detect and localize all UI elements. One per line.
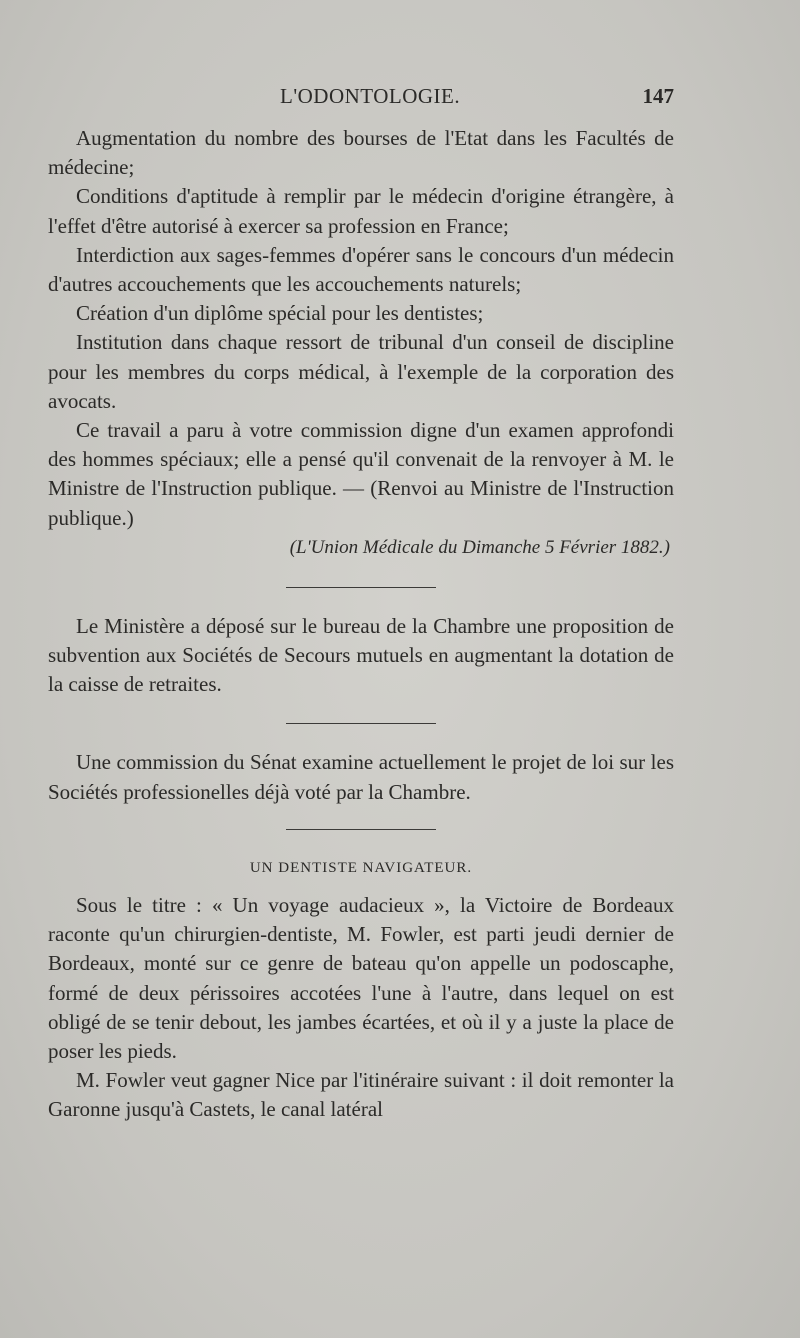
paragraph-interdiction: Interdiction aux sages-femmes d'opérer sans le concours d'un médecin d'autres accouchements que les accouchements naturels; — [48, 242, 674, 297]
paragraph-bourses: Augmentation du nombre des bourses de l'Etat dans les Facultés de médecine; — [48, 126, 674, 180]
page-body — [48, 124, 674, 1125]
citation: (L'Union Médicale du Dimanche 5 Février 1882.) — [289, 536, 670, 558]
running-title: L'ODONTOLOGIE. — [280, 84, 461, 108]
paragraph-navigateur-2: M. Fowler veut gagner Nice par l'itinéraire suivant : il doit remonter la Garonne jusqu'à Castets, le canal latéral — [48, 1068, 674, 1122]
paragraph-travail: Ce travail a paru à votre commission digne d'un examen approfondi des hommes spéciaux; elle a pensé qu'il convenait de la renvoyer à M. le Ministre de l'Instruction publique. — (Renvoi au Ministre de l'Instruction publique.) — [48, 418, 674, 530]
section-title: UN DENTISTE NAVIGATEUR. — [249, 859, 473, 876]
page-number: 147 — [642, 84, 674, 108]
paragraph-ministere: Le Ministère a déposé sur le bureau de la Chambre une proposition de subvention aux Sociétés de Secours mutuels en augmentant la dotation de la caisse de retraites. — [48, 613, 674, 697]
separator-rule — [286, 587, 436, 588]
paragraph-navigateur-1: Sous le titre : « Un voyage audacieux », la Victoire de Bordeaux raconte qu'un chirurgien-dentiste, M. Fowler, est parti jeudi dernier de Bordeaux, monté sur ce genre de bateau qu'on appelle un podoscaphe, formé de deux périssoires accotées l'une à l'autre, dans lequel on est obligé de se tenir debout, les jambes écartées, et où il y a juste la place de poser les pieds. — [48, 893, 674, 1064]
paragraph-creation: Création d'un diplôme spécial pour les dentistes; — [76, 301, 484, 326]
separator-rule — [286, 723, 436, 724]
paragraph-conditions: Conditions d'aptitude à remplir par le médecin d'origine étrangère, à l'effet d'être autorisé à exercer sa profession en France; — [48, 184, 674, 238]
paragraph-senat: Une commission du Sénat examine actuellement le projet de loi sur les Sociétés professionelles déjà voté par la Chambre. — [48, 750, 674, 804]
separator-rule — [286, 829, 436, 830]
paragraph-institution: Institution dans chaque ressort de tribunal d'un conseil de discipline pour les membres du corps médical, à l'exemple de la corporation des avocats. — [48, 330, 674, 413]
running-header — [48, 84, 672, 118]
